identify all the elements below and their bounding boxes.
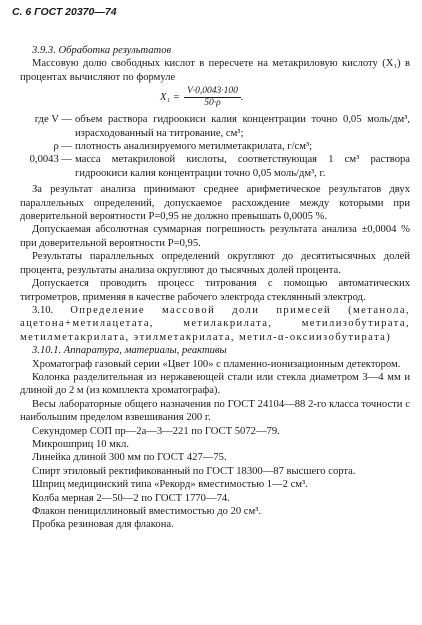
formula-intro: Массовую долю свободных кислот в пересчете на метакриловую кислоту (X₁) в процентах вычисляют по формуле [20,58,410,83]
list-item: Линейка длиной 300 мм по ГОСТ 427—75. [32,452,227,464]
list-item: Флакон пенициллиновый вместимостью до 20 см³. [32,506,262,517]
rounding-paragraph: Результаты параллельных определений округляют до десятитысячных долей процента, результаты анализа округляют до тысячных долей процента. [20,251,410,276]
list-item: Спирт этиловый ректификованный по ГОСТ 18300—87 высшего сорта. [32,465,356,477]
list-item: Колба мерная 2—50—2 по ГОСТ 1770—74. [32,492,230,504]
subsection-3-9-3-heading: 3.9.3. Обработка результатов [32,45,172,56]
page-header: С. 6 ГОСТ 20370—74 [12,6,117,18]
formula-definitions [20,113,410,180]
definition-text: объем раствора гидроокиси калия концентрации точно 0,05 моль/дм³, израсходованный на титрование, см³; [75,114,410,139]
formula-end: . [240,92,244,104]
subsection-3-10-1-heading: 3.10.1. Аппаратура, материалы, реактивы [32,345,227,357]
definition-label: где V — [34,114,72,126]
definition-label: 0,0043 — [29,154,72,166]
list-item: Шприц медицинский типа «Рекорд» вместимостью 1—2 см³. [32,479,308,491]
list-item: Хроматограф газовый серии «Цвет 100» с пламенно-ионизационным детектором. [32,358,401,370]
auto-titration-paragraph: Допускается проводить процесс титрования с помощью автоматических титрометров, применяя в качестве рабочего электрода стеклянный электрод. [20,278,410,303]
formula-fraction [184,86,241,109]
error-paragraph: Допускаемая абсолютная суммарная погрешность результата анализа ±0,0004 % при доверительной вероятности Р=0,95. [20,224,410,249]
list-item: Колонка разделительная из нержавеющей стали или стекла диаметром 3—4 мм и длиной до 2 м (из комплекта хроматографа). [20,371,410,397]
section-3-10-heading [20,304,410,344]
list-item: Пробка резиновая для флакона. [32,519,174,531]
definition-label: ρ — [53,141,72,153]
definition-text: плотность анализируемого метилметакрилата, г/см³; [75,141,313,153]
result-paragraph: За результат анализа принимают среднее арифметическое результатов двух параллельных определений, допускаемое расхождение между которыми при доверительной вероятности Р=0,95 не должно превышать 0,0005 %. [20,184,410,223]
definition-row [20,140,410,153]
definition-text: масса метакриловой кислоты, соответствующая 1 см³ раствора гидроокиси калия концентрации точно 0,05 моль/дм³, г. [75,154,410,179]
list-item: Весы лабораторные общего назначения по ГОСТ 24104—88 2-го класса точности с наибольшим пределом взвешивания 200 г. [20,398,410,424]
list-item: Секундомер СОП пр—2а—3—221 по ГОСТ 5072—79. [32,425,280,437]
formula-lhs: X₁ = [160,92,180,104]
section-title: Определение массовой доли примесей (метанола, ацетона+метилацетата, метилакрилата, метилизобутирата, метилметакрилата, этилметакрилата, метил-α-оксиизобутирата) [20,304,410,343]
definition-row [20,153,410,180]
formula-numerator: V·0,0043·100 [184,86,241,98]
formula-denominator: 50·ρ [204,98,221,109]
document-body [20,44,410,532]
section-number: 3.10. [32,304,54,316]
list-item: Микрошприц 10 мкл. [32,438,129,450]
formula-x1 [160,86,410,109]
definition-row [20,113,410,140]
